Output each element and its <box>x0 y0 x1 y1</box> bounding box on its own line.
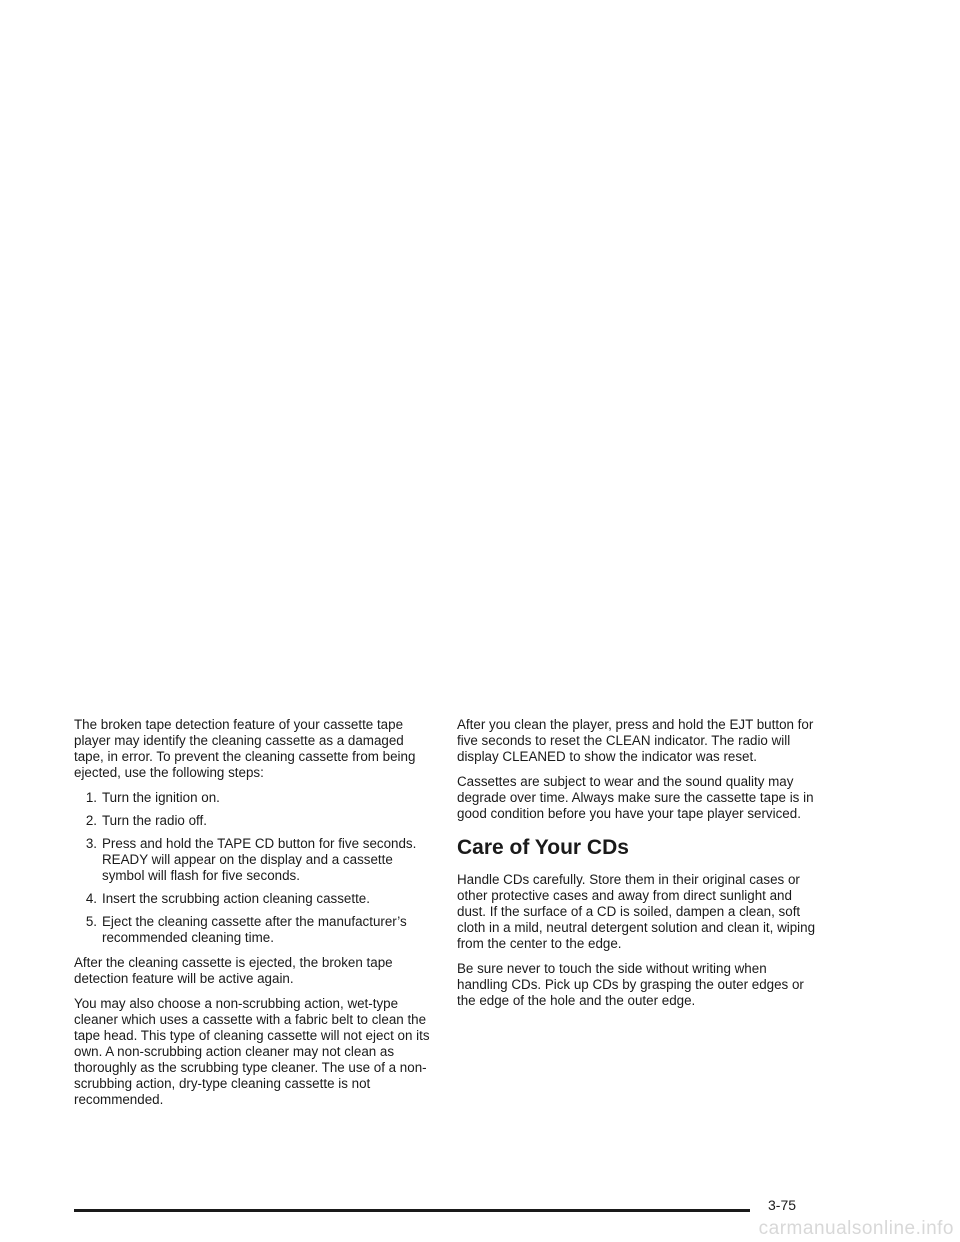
cleaning-steps-list <box>74 790 436 946</box>
step-text: Turn the radio off. <box>102 813 207 828</box>
list-item <box>74 891 436 907</box>
step-number: 1. <box>85 790 97 805</box>
step-text: Eject the cleaning cassette after the manufacturer’s recommended cleaning time. <box>102 914 407 945</box>
step-text: Turn the ignition on. <box>102 790 220 805</box>
after-clean-paragraph: After you clean the player, press and hold the EJT button for five seconds to reset the CLEAN indicator. The radio will display CLEANED to show the indicator was reset. <box>457 717 814 764</box>
non-scrubbing-paragraph: You may also choose a non-scrubbing action, wet-type cleaner which uses a cassette with a fabric belt to clean the tape head. This type of cleaning cassette will not eject on its own. A non-scrubbing action cleaner may not clean as thoroughly as the scrubbing type cleaner. The use of a non-scrubbing action, dry-type cleaning cassette is not recommended. <box>74 996 430 1107</box>
watermark: carmanualsonline.info <box>758 1218 954 1239</box>
right-column <box>457 717 819 1018</box>
handle-cds-paragraph: Handle CDs carefully. Store them in their original cases or other protective cases and away from direct sunlight and dust. If the surface of a CD is soiled, dampen a clean, soft cloth in a mild, neutral detergent solution and clean it, wiping from the center to the edge. <box>457 872 816 951</box>
left-column <box>74 717 436 1117</box>
step-text: Insert the scrubbing action cleaning cassette. <box>102 891 370 906</box>
step-number: 2. <box>85 813 97 828</box>
never-touch-paragraph: Be sure never to touch the side without writing when handling CDs. Pick up CDs by grasping the outer edges or the edge of the hole and the outer edge. <box>457 961 804 1008</box>
step-text: Press and hold the TAPE CD button for five seconds. READY will appear on the display and a cassette symbol will flash for five seconds. <box>102 836 417 883</box>
section-heading: Care of Your CDs <box>457 836 629 859</box>
list-item <box>74 836 436 884</box>
footer-rule <box>74 1209 750 1212</box>
step-number: 4. <box>85 891 97 906</box>
list-item <box>74 813 436 829</box>
list-item <box>74 790 436 806</box>
step-number: 3. <box>85 836 97 851</box>
cassettes-wear-paragraph: Cassettes are subject to wear and the sound quality may degrade over time. Always make sure the cassette tape is in good condition before you have your tape player serviced. <box>457 774 814 821</box>
list-item <box>74 914 436 946</box>
page-number: 3-75 <box>768 1197 797 1213</box>
after-ejected-paragraph: After the cleaning cassette is ejected, the broken tape detection feature will be active again. <box>74 955 393 986</box>
step-number: 5. <box>85 914 97 929</box>
intro-paragraph: The broken tape detection feature of your cassette tape player may identify the cleaning cassette as a damaged tape, in error. To prevent the cleaning cassette from being ejected, use the following steps: <box>74 717 416 780</box>
